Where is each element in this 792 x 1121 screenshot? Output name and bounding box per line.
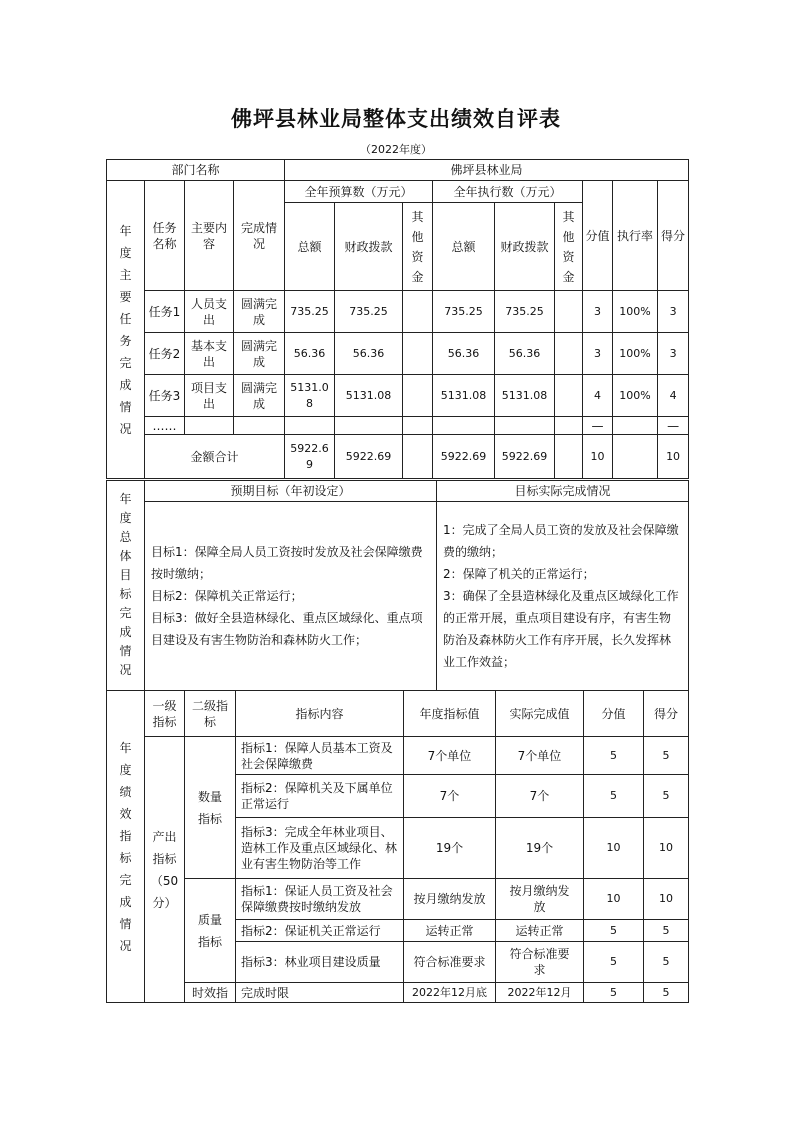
exec-other [555,375,583,417]
plan-goals: 目标1：保障全局人员工资按时发放及社会保障缴费按时缴纳； 目标2：保障机关正常运行； 目标3：做好全县造林绿化、重点区域绿化、重点项目建设及有害生物防治和森林防火工作； [145,502,437,691]
dept-label: 部门名称 [107,160,285,181]
indicator-score: 10 [584,879,644,920]
side-label-indicators: 年度绩效指标完成情况 [107,691,145,1003]
score: 3 [583,333,613,375]
side-label-goals: 年度总体目标完成情况 [107,481,145,691]
header-exec-total: 总额 [433,203,495,291]
indicator-get: 5 [644,942,689,983]
indicator-content: 完成时限 [236,983,404,1003]
total-label: 金额合计 [145,435,285,479]
indicator-content: 指标1：保障人员基本工资及社会保障缴费 [236,737,404,775]
task-content: 项目支出 [185,375,234,417]
header-l2: 二级指标 [185,691,236,737]
rate: 100% [613,333,658,375]
budget-other [403,375,433,417]
header-score: 分值 [584,691,644,737]
header-exec-fiscal: 财政拨款 [495,203,555,291]
indicator-target: 7个单位 [404,737,496,775]
get: 3 [658,291,689,333]
budget-total: 5131.08 [285,375,335,417]
header-actual-goal: 目标实际完成情况 [437,481,689,502]
table-row [107,879,689,920]
task-name: 任务2 [145,333,185,375]
indicator-score: 5 [584,920,644,942]
indicator-actual: 19个 [496,818,584,879]
indicator-target: 2022年12月底 [404,983,496,1003]
get: 3 [658,333,689,375]
indicator-score: 10 [584,818,644,879]
total-get: 10 [658,435,689,479]
header-actual: 实际完成值 [496,691,584,737]
l2-qty: 数量指标 [185,737,236,879]
indicator-actual: 按月缴纳发放 [496,879,584,920]
exec-fiscal: 5131.08 [495,375,555,417]
indicator-score: 5 [584,942,644,983]
exec-total: 5131.08 [433,375,495,417]
header-exec-other: 其他资金 [555,203,583,291]
budget-total: 56.36 [285,333,335,375]
indicator-get: 5 [644,737,689,775]
dept-value: 佛坪县林业局 [285,160,689,181]
header-rate: 执行率 [613,181,658,291]
l2-quality: 质量指标 [185,879,236,983]
indicator-actual: 符合标准要求 [496,942,584,983]
header-get: 得分 [644,691,689,737]
task-name: 任务3 [145,375,185,417]
header-l1: 一级指标 [145,691,185,737]
header-budget: 全年预算数（万元） [285,181,433,203]
header-task: 任务名称 [145,181,185,291]
exec-total: 56.36 [433,333,495,375]
total-budget-fiscal: 5922.69 [335,435,403,479]
table-row [107,983,689,1003]
indicator-content: 指标3：林业项目建设质量 [236,942,404,983]
indicator-get: 10 [644,879,689,920]
indicator-content: 指标1：保证人员工资及社会保障缴费按时缴纳发放 [236,879,404,920]
indicator-content: 指标2：保障机关及下属单位正常运行 [236,775,404,818]
indicator-target: 按月缴纳发放 [404,879,496,920]
task-table [106,159,689,479]
table-row [107,291,689,333]
get-dash: — [658,417,689,435]
indicator-score: 5 [584,983,644,1003]
rate: 100% [613,291,658,333]
total-row [107,435,689,479]
header-budget-total: 总额 [285,203,335,291]
indicator-target: 符合标准要求 [404,942,496,983]
indicator-content: 指标3：完成全年林业项目、造林工作及重点区域绿化、林业有害生物防治等工作 [236,818,404,879]
budget-other [403,333,433,375]
exec-fiscal: 735.25 [495,291,555,333]
header-content: 指标内容 [236,691,404,737]
table-row [107,737,689,775]
task-content: 基本支出 [185,333,234,375]
year-label: （2022年度） [360,143,432,156]
get: 4 [658,375,689,417]
budget-other [403,291,433,333]
header-target: 年度指标值 [404,691,496,737]
table-row [107,333,689,375]
indicator-actual: 运转正常 [496,920,584,942]
budget-total: 735.25 [285,291,335,333]
exec-other [555,333,583,375]
indicator-get: 5 [644,920,689,942]
task-status: 圆满完成 [234,375,285,417]
page-title: 佛坪县林业局整体支出绩效自评表 [231,106,561,131]
indicator-target: 7个 [404,775,496,818]
indicator-score: 5 [584,775,644,818]
indicator-get: 5 [644,983,689,1003]
indicator-actual: 7个单位 [496,737,584,775]
task-status: 圆满完成 [234,333,285,375]
indicator-target: 19个 [404,818,496,879]
budget-fiscal: 735.25 [335,291,403,333]
rate: 100% [613,375,658,417]
indicator-content: 指标2：保证机关正常运行 [236,920,404,942]
total-exec-fiscal: 5922.69 [495,435,555,479]
total-exec: 5922.69 [433,435,495,479]
header-status: 完成情况 [234,181,285,291]
total-score: 10 [583,435,613,479]
score-dash: — [583,417,613,435]
goal-table [106,480,689,691]
header-plan: 预期目标（年初设定） [145,481,437,502]
header-budget-other: 其他资金 [403,203,433,291]
exec-other [555,291,583,333]
indicator-actual: 7个 [496,775,584,818]
indicator-score: 5 [584,737,644,775]
score: 4 [583,375,613,417]
table-row [107,375,689,417]
total-budget: 5922.69 [285,435,335,479]
l2-time: 时效指 [185,983,236,1003]
budget-fiscal: 5131.08 [335,375,403,417]
side-label-tasks: 年度主要任务完成情况 [107,181,145,479]
exec-fiscal: 56.36 [495,333,555,375]
exec-total: 735.25 [433,291,495,333]
indicator-get: 5 [644,775,689,818]
indicator-table [106,690,689,1003]
indicator-actual: 2022年12月 [496,983,584,1003]
header-content: 主要内容 [185,181,234,291]
task-content: 人员支出 [185,291,234,333]
header-exec: 全年执行数（万元） [433,181,583,203]
ellipsis-cell: …… [145,417,185,435]
task-status: 圆满完成 [234,291,285,333]
task-name: 任务1 [145,291,185,333]
actual-goals: 1：完成了全局人员工资的发放及社会保障缴费的缴纳； 2：保障了机关的正常运行； 3：确保了全县造林绿化及重点区域绿化工作的正常开展，重点项目建设有序，有害生物防治及森林防火工作有序开展，长久发挥林业工作效益； [437,502,689,691]
header-get: 得分 [658,181,689,291]
indicator-target: 运转正常 [404,920,496,942]
table-row [107,417,689,435]
header-score: 分值 [583,181,613,291]
l1-output: 产出指标（50分） [145,737,185,1003]
budget-fiscal: 56.36 [335,333,403,375]
header-budget-fiscal: 财政拨款 [335,203,403,291]
score: 3 [583,291,613,333]
indicator-get: 10 [644,818,689,879]
